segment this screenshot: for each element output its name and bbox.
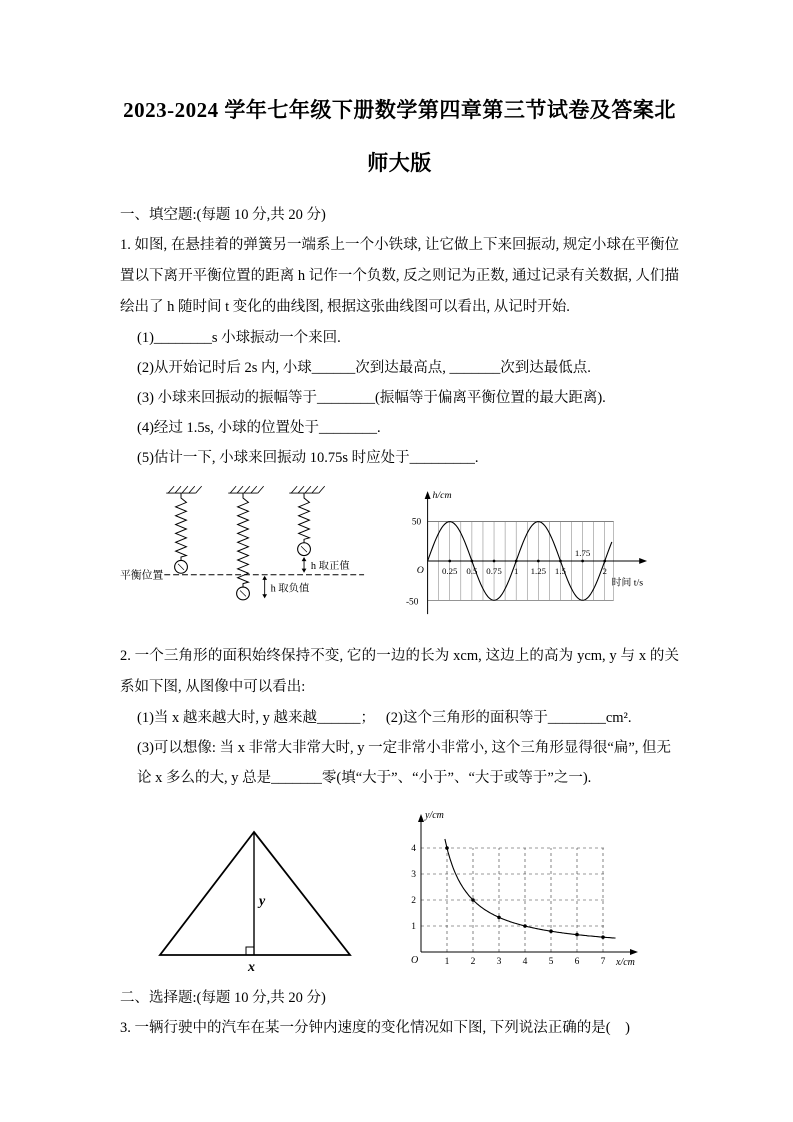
section1-header: 一、填空题:(每题 10 分,共 20 分) <box>120 207 326 223</box>
q1-item-5: (5)估计一下, 小球来回振动 10.75s 时应处于_________. <box>137 450 479 466</box>
section2-header: 二、选择题:(每题 10 分,共 20 分) <box>120 990 326 1006</box>
axis-dot <box>471 560 474 563</box>
hyp-x-axis-label: x/cm <box>616 957 635 968</box>
x-tick-label: 3 <box>496 957 502 967</box>
equilibrium-label: 平衡位置 <box>120 569 164 582</box>
x-tick-label: 1 <box>514 565 519 576</box>
q1-item-3: (3) 小球来回振动的振幅等于________(振幅等于偏离平衡位置的最大距离). <box>137 390 606 406</box>
q1-item-4: (4)经过 1.5s, 小球的位置处于________. <box>137 420 381 436</box>
curve-dot <box>445 846 449 850</box>
h-negative-label: h 取负值 <box>270 583 310 595</box>
ceiling-hatch <box>168 486 174 493</box>
q1-item-1: (1)________s 小球振动一个来回. <box>137 330 341 346</box>
q3-stem: 3. 一辆行驶中的汽车在某一分钟内速度的变化情况如下图, 下列说法正确的是( ) <box>120 1020 630 1036</box>
curve-dot <box>575 933 579 937</box>
sine-tick-labels <box>442 548 607 576</box>
y-tick-label: 4 <box>411 844 416 854</box>
x-tick-label: 2 <box>470 957 476 967</box>
sine-origin-label: O <box>417 564 425 576</box>
curve-dot <box>471 898 475 902</box>
triangle-height-label: y <box>259 894 266 909</box>
q1-stem: 1. 如图, 在悬挂着的弹簧另一端系上一个小铁球, 让它做上下来回振动, 规定小球在平衡位置以下离开平衡位置的距离 h 记作一个负数, 反之则记为正数, 通过记录有关数据, 人们描绘出了 h 随时间 t 变化的曲线图, 根据这张曲线图可以看出, 从记时开始. <box>120 237 679 315</box>
x-tick-label: 7 <box>600 957 606 967</box>
curve-dot <box>523 924 527 928</box>
ceiling-hatch <box>319 486 325 493</box>
hyp-y-axis-label: y/cm <box>425 810 444 821</box>
ceiling-hatch <box>230 486 236 493</box>
ceiling-hatch <box>189 486 195 493</box>
ceiling-hatch <box>182 486 188 493</box>
h-positive-arrow-head <box>302 569 307 573</box>
y-tick-label: 2 <box>411 896 416 906</box>
figure-2 <box>150 805 679 975</box>
curve-dot <box>549 929 553 933</box>
curve-dot <box>601 935 605 939</box>
x-tick-label: 1 <box>444 957 450 967</box>
axis-dot <box>449 560 452 563</box>
figure-1 <box>120 483 679 635</box>
h-positive-arrow-head <box>302 557 307 561</box>
hyperbola-tick-labels <box>411 844 605 967</box>
hyp-origin-label: O <box>411 955 419 966</box>
ceiling-hatch <box>175 486 181 493</box>
sine-y-max-label: 50 <box>412 517 422 528</box>
x-tick-label: 6 <box>574 957 580 967</box>
x-tick-label: 0.5 <box>466 565 478 576</box>
axis-dot <box>560 560 563 563</box>
hyperbola-grid <box>421 848 607 952</box>
spring-coil <box>299 493 310 543</box>
ceiling-hatch <box>237 486 243 493</box>
x-tick-label: 2 <box>602 565 608 576</box>
curve-dot <box>497 916 501 920</box>
ceiling-hatch <box>196 486 202 493</box>
ceiling-hatch <box>244 486 250 493</box>
h-negative-arrow-head <box>262 576 267 580</box>
triangle-outline <box>160 832 350 955</box>
sine-graph <box>403 483 679 635</box>
ceiling-hatch <box>298 486 304 493</box>
page-title: 2023-2024 学年七年级下册数学第四章第三节试卷及答案北师大版 <box>123 98 676 175</box>
ceiling-hatch <box>258 486 264 493</box>
triangle-figure <box>150 820 362 975</box>
x-tick-label: 0.75 <box>486 565 503 576</box>
ceiling-hatch <box>251 486 257 493</box>
y-tick-label: 1 <box>411 922 416 932</box>
x-tick-label: 1.75 <box>575 548 591 559</box>
ceiling-hatch <box>291 486 297 493</box>
y-axis-arrow-icon <box>425 491 431 499</box>
x-axis-arrow-icon <box>630 949 638 955</box>
spring-diagram <box>120 483 378 635</box>
h-negative-arrow-head <box>262 594 267 598</box>
q2-stem: 2. 一个三角形的面积始终保持不变, 它的一边的长为 xcm, 这边上的高为 ycm, y 与 x 的关系如下图, 从图像中可以看出: <box>120 648 679 695</box>
y-tick-label: 3 <box>411 870 416 880</box>
h-positive-label: h 取正值 <box>310 560 350 572</box>
spring-coil <box>238 493 249 587</box>
x-tick-label: 0.25 <box>442 565 458 576</box>
q2-item-2: (3)可以想像: 当 x 非常大非常大时, y 一定非常小非常小, 这个三角形显得很“扁”, 但无论 x 多么的大, y 总是_______零(填“大于”、“小于”、“大于或等于”之一). <box>137 740 672 786</box>
sine-x-axis-label: 时间 t/s <box>612 577 644 589</box>
x-axis-arrow-icon <box>640 558 648 564</box>
x-tick-label: 5 <box>548 957 554 967</box>
ceiling-hatch <box>305 486 311 493</box>
x-tick-label: 4 <box>522 957 528 967</box>
x-tick-label: 1.25 <box>531 565 547 576</box>
axis-dot <box>582 560 585 563</box>
axis-dot <box>537 560 540 563</box>
axis-dot <box>493 560 496 563</box>
sine-y-min-label: -50 <box>406 597 419 608</box>
triangle-base-label: x <box>248 960 255 975</box>
spring-coil <box>176 493 187 560</box>
hyperbola-graph <box>396 805 648 975</box>
y-x-curve <box>445 839 616 938</box>
sine-y-axis-label: h/cm <box>432 489 453 501</box>
ceiling-hatch <box>312 486 318 493</box>
q2-item-1: (1)当 x 越来越大时, y 越来越______； (2)这个三角形的面积等于________cm². <box>137 710 632 726</box>
q1-item-2: (2)从开始记时后 2s 内, 小球______次到达最高点, _______次到达最低点. <box>137 360 591 376</box>
axis-dot <box>604 560 607 563</box>
axis-dot <box>515 560 518 563</box>
right-angle-mark <box>246 947 254 955</box>
y-axis-arrow-icon <box>418 814 424 822</box>
x-tick-label: 1.5 <box>555 565 567 576</box>
